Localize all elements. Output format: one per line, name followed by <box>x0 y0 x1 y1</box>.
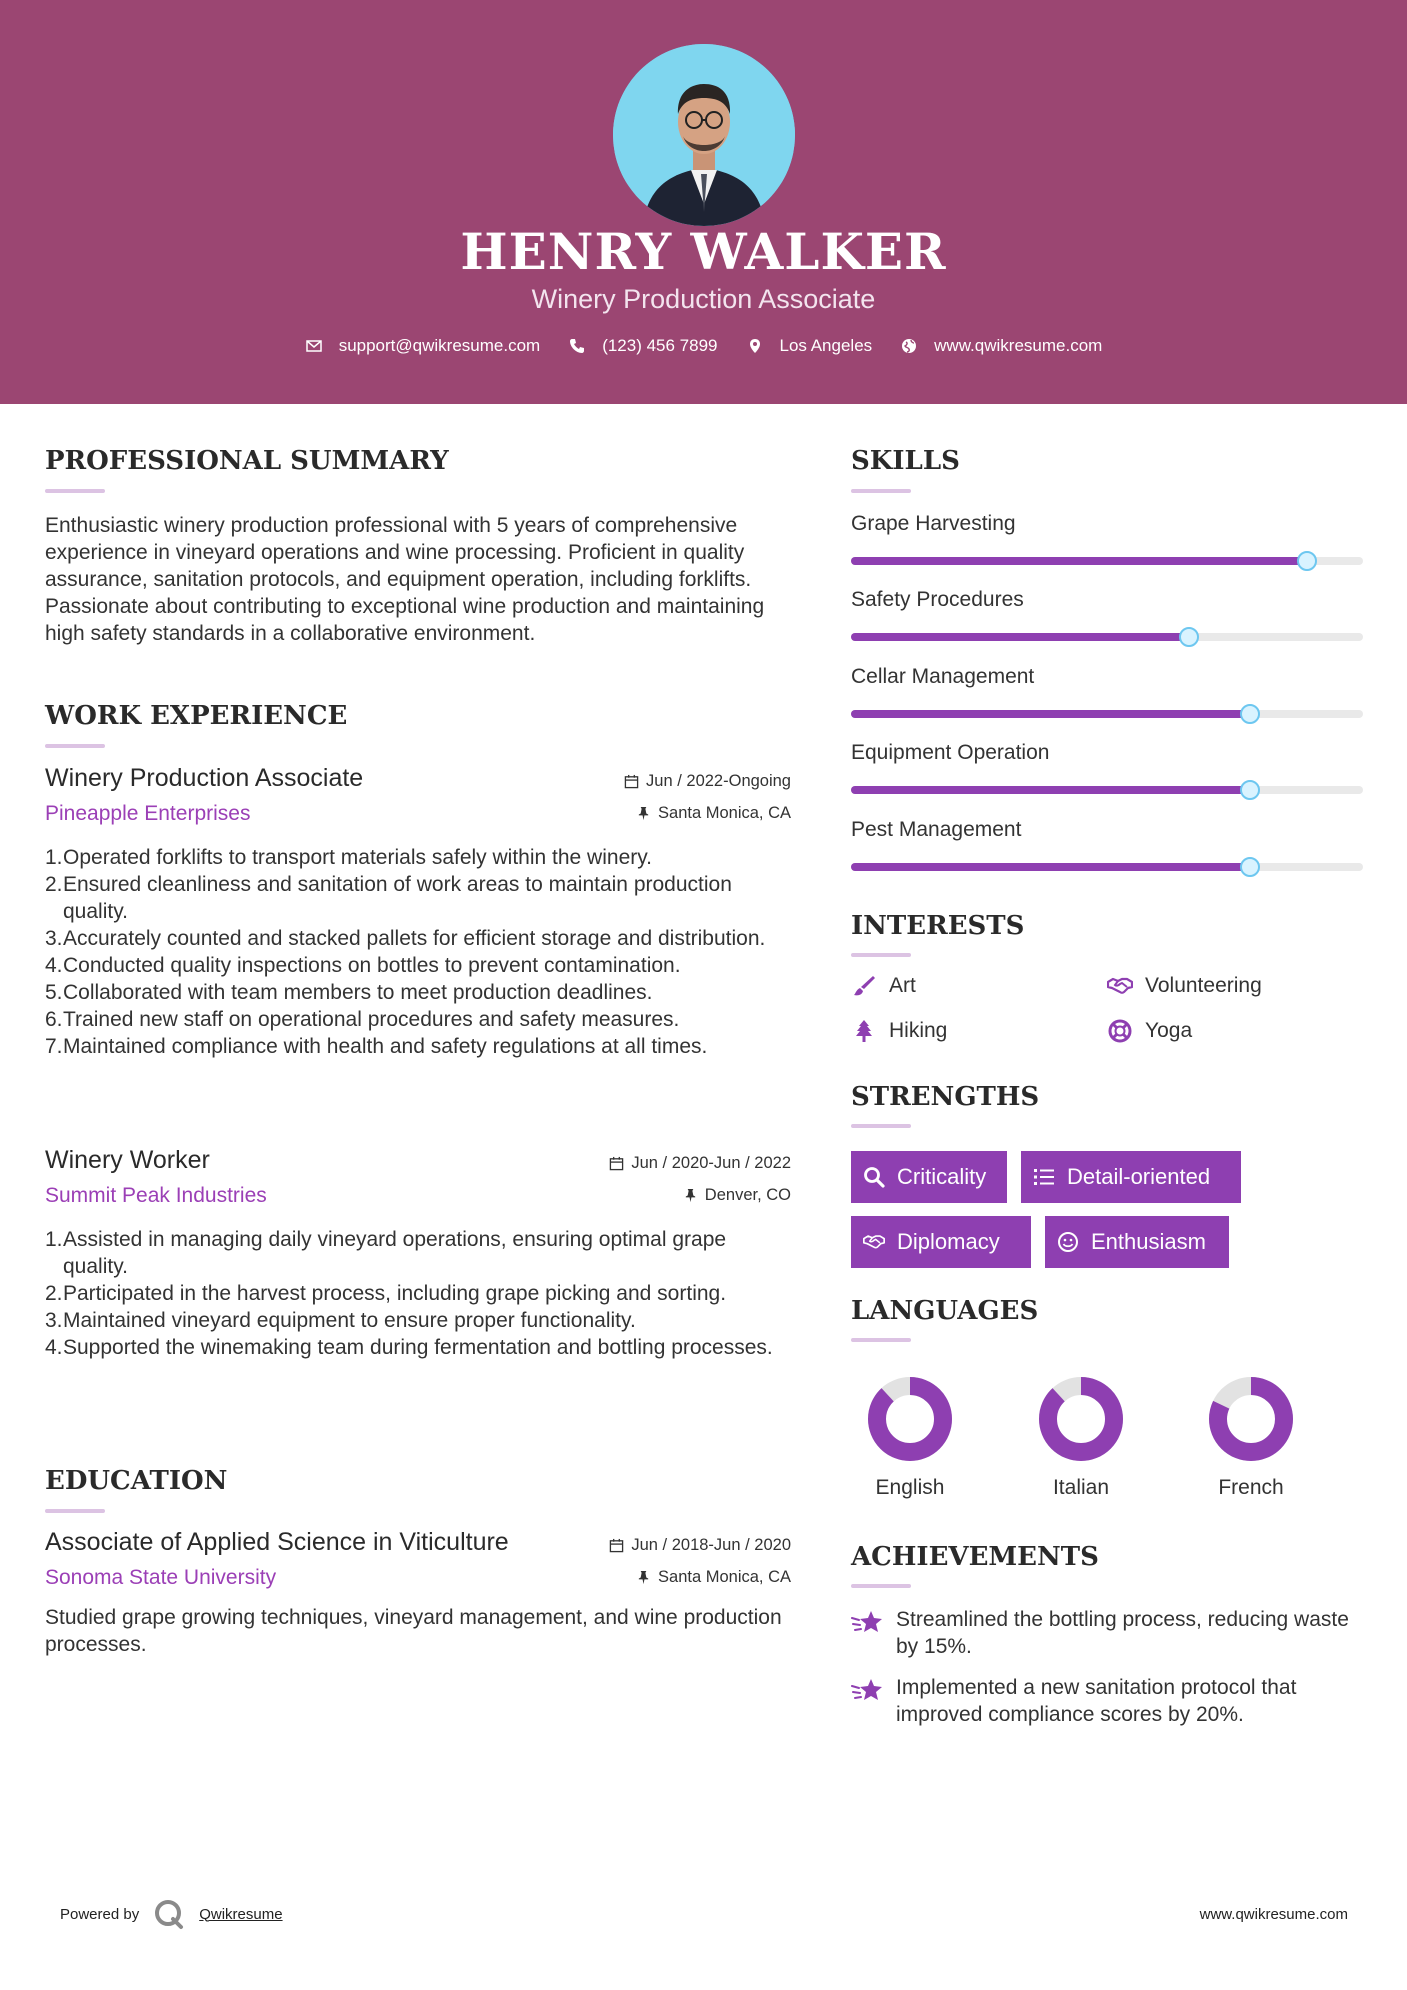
handshake-icon <box>1107 974 1133 998</box>
skill-bar-fill <box>851 863 1250 871</box>
skills-heading-rule <box>851 489 911 493</box>
education-location-text: Santa Monica, CA <box>658 1568 791 1586</box>
job-date-text: Jun / 2020-Jun / 2022 <box>631 1154 791 1172</box>
list-item: 1. Operated forklifts to transport materials safely within the winery. <box>45 846 653 869</box>
interest-label: Yoga <box>1145 1019 1193 1042</box>
languages-heading-rule <box>851 1338 911 1342</box>
skill-bar-knob <box>1240 857 1260 877</box>
job-company: Summit Peak Industries <box>45 1184 267 1207</box>
shooting-star-icon <box>851 1608 883 1636</box>
powered-by-text: Powered by <box>60 1905 140 1923</box>
languages-heading: LANGUAGES <box>851 1296 1039 1326</box>
skill-bar-fill <box>851 786 1250 794</box>
skill-bar <box>851 557 1363 565</box>
language-ring <box>865 1374 955 1464</box>
education-location <box>636 1568 791 1587</box>
skill-bar-knob <box>1297 551 1317 571</box>
tree-icon <box>851 1019 877 1043</box>
map-pin-icon <box>746 337 764 355</box>
candidate-role: Winery Production Associate <box>531 284 876 314</box>
list-item: 3. Accurately counted and stacked pallets for efficient storage and distribution. <box>45 927 766 950</box>
strengths-heading: STRENGTHS <box>851 1082 1040 1112</box>
strength-tag <box>851 1216 1031 1268</box>
job-date <box>624 772 791 791</box>
job-date <box>609 1154 791 1173</box>
qwikresume-link[interactable]: Qwikresume <box>199 1905 283 1923</box>
list-item: 2. Participated in the harvest process, including grape picking and sorting. <box>45 1282 727 1305</box>
list-icon <box>1033 1166 1055 1188</box>
skill-bar-knob <box>1240 780 1260 800</box>
list-item: 7. Maintained compliance with health and safety regulations at all times. <box>45 1035 708 1058</box>
interest-label: Volunteering <box>1145 974 1262 997</box>
interest-item <box>1107 1019 1192 1043</box>
education-heading: EDUCATION <box>45 1466 228 1496</box>
language-label: English <box>875 1476 945 1499</box>
job-entry <box>45 762 791 1122</box>
degree-title: Associate of Applied Science in Viticulture <box>45 1528 509 1556</box>
smile-icon <box>1057 1231 1079 1253</box>
interest-item <box>851 974 916 998</box>
interest-label: Hiking <box>889 1019 948 1042</box>
skill-bar <box>851 710 1363 718</box>
pushpin-icon <box>636 806 651 821</box>
school-name: Sonoma State University <box>45 1566 277 1589</box>
shooting-star-icon <box>851 1676 883 1704</box>
contact-location-text: Los Angeles <box>779 336 873 355</box>
strength-label: Detail-oriented <box>1067 1164 1211 1189</box>
language-ring <box>1206 1374 1296 1464</box>
summary-heading-rule <box>45 489 105 493</box>
job-date-text: Jun / 2022-Ongoing <box>646 772 791 790</box>
calendar-icon <box>609 1156 624 1171</box>
achievement-item <box>851 1674 1371 1728</box>
qwikresume-logo-icon <box>153 1898 185 1930</box>
skill-bar <box>851 633 1363 641</box>
language-item <box>1036 1374 1126 1499</box>
job-entry <box>45 1144 791 1424</box>
pushpin-icon <box>636 1570 651 1585</box>
achievements-heading-rule <box>851 1584 911 1588</box>
calendar-icon <box>624 774 639 789</box>
search-icon <box>863 1166 885 1188</box>
profile-photo-illustration <box>613 44 795 226</box>
experience-heading: WORK EXPERIENCE <box>45 701 348 731</box>
skill-label: Cellar Management <box>851 665 1035 688</box>
skill-label: Pest Management <box>851 818 1022 841</box>
achievements-heading: ACHIEVEMENTS <box>851 1542 1099 1572</box>
lifering-icon <box>1107 1019 1133 1043</box>
education-heading-rule <box>45 1509 105 1513</box>
skill-label: Equipment Operation <box>851 741 1050 764</box>
contact-website[interactable] <box>900 336 1102 356</box>
interest-item <box>851 1019 947 1043</box>
education-entry <box>45 1526 791 1666</box>
strength-tag <box>851 1151 1007 1203</box>
achievement-text: Streamlined the bottling process, reducing waste by 15%. <box>896 1608 1349 1658</box>
interest-label: Art <box>889 974 916 997</box>
handshake-icon <box>863 1231 885 1253</box>
education-date <box>609 1536 791 1555</box>
achievement-item <box>851 1606 1371 1660</box>
skill-bar-fill <box>851 557 1307 565</box>
interests-heading-rule <box>851 953 911 957</box>
language-item <box>1206 1374 1296 1499</box>
job-company: Pineapple Enterprises <box>45 802 251 825</box>
contact-phone[interactable] <box>568 336 717 356</box>
contact-website-text: www.qwikresume.com <box>934 336 1103 355</box>
profile-photo <box>613 44 795 226</box>
job-duties-list <box>45 1226 791 1361</box>
envelope-icon <box>305 337 323 355</box>
skill-label: Safety Procedures <box>851 588 1024 611</box>
list-item: 6. Trained new staff on operational procedures and safety measures. <box>45 1008 680 1031</box>
calendar-icon <box>609 1538 624 1553</box>
list-item: 1. Assisted in managing daily vineyard operations, ensuring optimal grape quality. <box>45 1228 727 1278</box>
job-location <box>636 804 791 823</box>
resume-header <box>0 0 1407 404</box>
list-item: 5. Collaborated with team members to meet production deadlines. <box>45 981 653 1004</box>
paintbrush-icon <box>851 974 877 998</box>
education-description: Studied grape growing techniques, vineyard management, and wine production processes. <box>45 1606 782 1656</box>
strength-tag <box>1045 1216 1229 1268</box>
job-title: Winery Worker <box>45 1146 210 1174</box>
contact-phone-text: (123) 456 7899 <box>602 336 718 355</box>
language-label: French <box>1218 1476 1284 1499</box>
contact-location <box>746 336 873 356</box>
achievement-text: Implemented a new sanitation protocol that improved compliance scores by 20%. <box>896 1676 1297 1726</box>
strength-label: Enthusiasm <box>1091 1229 1206 1254</box>
education-date-text: Jun / 2018-Jun / 2020 <box>631 1536 791 1554</box>
list-item: 4. Supported the winemaking team during fermentation and bottling processes. <box>45 1336 773 1359</box>
contact-bar <box>0 336 1407 356</box>
skill-label: Grape Harvesting <box>851 512 1016 535</box>
summary-text: Enthusiastic winery production professional with 5 years of comprehensive experience in vineyard operations and wine processing. Proficient in quality assurance, sanitation protocols, and equipment operation, including forklifts. Passionate about contributing to exceptional wine production and maintaining high safety standards in a collaborative environment. <box>45 514 765 645</box>
strength-label: Criticality <box>897 1164 987 1189</box>
contact-email-text: support@qwikresume.com <box>338 336 541 355</box>
skill-bar <box>851 863 1363 871</box>
skill-bar-knob <box>1179 627 1199 647</box>
strength-tag <box>1021 1151 1241 1203</box>
globe-icon <box>900 337 918 355</box>
job-title: Winery Production Associate <box>45 764 364 792</box>
language-item <box>865 1374 955 1499</box>
job-location-text: Santa Monica, CA <box>658 804 791 822</box>
summary-heading: PROFESSIONAL SUMMARY <box>45 446 449 476</box>
footer-powered-by <box>60 1898 283 1930</box>
experience-heading-rule <box>45 744 105 748</box>
phone-icon <box>568 337 586 355</box>
job-duties-list <box>45 844 791 1060</box>
candidate-name: HENRY WALKER <box>460 222 947 281</box>
footer-website-link[interactable]: www.qwikresume.com <box>1199 1906 1348 1923</box>
skill-bar-fill <box>851 633 1189 641</box>
skill-bar-knob <box>1240 704 1260 724</box>
language-label: Italian <box>1052 1476 1110 1499</box>
interest-item <box>1107 974 1262 998</box>
list-item: 3. Maintained vineyard equipment to ensure proper functionality. <box>45 1309 636 1332</box>
job-location-text: Denver, CO <box>704 1186 791 1204</box>
interests-heading: INTERESTS <box>851 911 1025 941</box>
language-ring <box>1036 1374 1126 1464</box>
skill-bar-fill <box>851 710 1250 718</box>
job-location <box>683 1186 791 1205</box>
list-item: 2. Ensured cleanliness and sanitation of work areas to maintain production quality. <box>45 873 732 923</box>
list-item: 4. Conducted quality inspections on bottles to prevent contamination. <box>45 954 681 977</box>
strength-label: Diplomacy <box>897 1229 1000 1254</box>
strengths-heading-rule <box>851 1124 911 1128</box>
pushpin-icon <box>683 1188 698 1203</box>
skill-bar <box>851 786 1363 794</box>
skills-heading: SKILLS <box>851 446 960 476</box>
contact-email[interactable] <box>305 336 541 356</box>
